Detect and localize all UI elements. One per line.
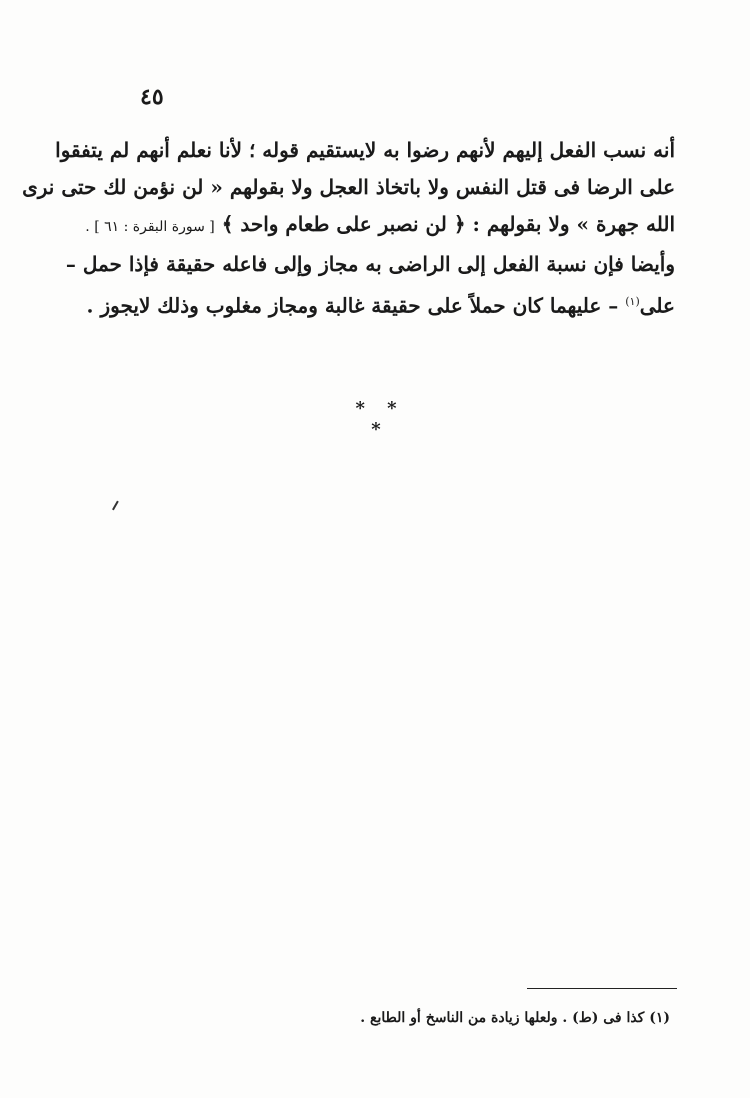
text-line-3 (85, 206, 675, 246)
footnote-rule (527, 988, 677, 989)
text-line-5 (86, 283, 675, 325)
footnote-marker: (١) (625, 295, 640, 308)
text-line-4: وأيضا فإن نسبة الفعل إلى الراضى به مجاز وإلى فاعله حقيقة فإذا حمل – (65, 252, 675, 276)
text-line-5-main: – عليهما كان حملاً على حقيقة غالبة ومجاز مغلوب وذلك لايجوز . (86, 293, 619, 318)
page-number: ٤٥ (140, 84, 164, 110)
text-line-1: أنه نسب الفعل إليهم لأنهم رضوا به لايستقيم قوله ؛ لأنا نعلم أنهم لم يتفقوا (55, 138, 675, 162)
footnote: (١) كذا فى (ط) . ولعلها زيادة من الناسخ أو الطابع . (360, 1010, 670, 1026)
text-line-2: على الرضا فى قتل النفس ولا باتخاذ العجل ولا بقولهم « لن نؤمن لك حتى نرى (22, 175, 675, 199)
body-text (22, 132, 675, 325)
text-line-3-main: الله جهرة » ولا بقولهم : ﴿ لن نصبر على طعام واحد ﴾ (221, 212, 675, 236)
section-separator: * * * (355, 398, 405, 440)
footnote-anchor-word: على (639, 293, 675, 318)
scan-mark (112, 501, 124, 514)
quran-reference: [ سورة البقرة : ٦١ ] . (85, 219, 215, 235)
